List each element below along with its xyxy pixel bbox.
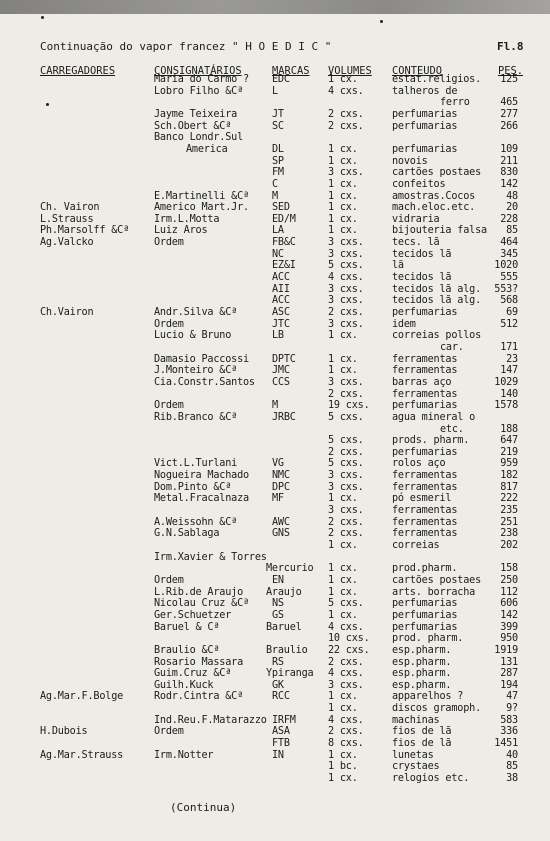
footer-continua: (Continua) (170, 801, 237, 814)
cell-cons: Rib.Branco &Cª (154, 411, 238, 423)
cell-vol: 1 cx. (328, 493, 358, 505)
cell-marca: ED/M (272, 213, 296, 225)
cell-peso: 1578 (494, 400, 518, 412)
cell-peso: 238 (500, 528, 518, 540)
cell-cont: ferramentas (392, 365, 458, 377)
cell-peso: 1020 (494, 260, 518, 272)
cell-cons: G.N.Sablaga (154, 528, 220, 540)
cell-cons: Rosario Massara (154, 656, 244, 668)
cell-cont: ferramentas (392, 353, 458, 365)
cell-cont: ferramentas (392, 481, 458, 493)
cell-vol: 4 cxs. (328, 714, 364, 726)
cell-vol: 1 cx. (328, 225, 358, 237)
cell-peso: 158 (500, 563, 518, 575)
cell-marca: Braulio (266, 644, 308, 656)
cell-vol: 4 cxs. (328, 85, 364, 97)
cell-vol: 8 cxs. (328, 738, 364, 750)
cell-cont: perfumarias (392, 609, 458, 621)
cell-vol: 2 cxs. (328, 656, 364, 668)
cell-marca: GK (272, 679, 284, 691)
cell-vol: 3 cxs. (328, 237, 364, 249)
cell-cont: novois (392, 155, 428, 167)
cell-carr: L.Strauss (40, 213, 94, 225)
ink-spot (380, 20, 383, 23)
cell-vol: 2 cxs. (328, 388, 364, 400)
cell-carr: Ch. Vairon (40, 202, 100, 214)
cell-peso: 555 (500, 272, 518, 284)
cell-carr: Ag.Valcko (40, 237, 94, 249)
cell-cons: Ordem (154, 318, 184, 330)
cell-marca: SC (272, 120, 284, 132)
cell-cont: idem (392, 318, 416, 330)
cell-cons: Banco Londr.Sul (154, 132, 244, 144)
cell-peso: 69 (506, 307, 518, 318)
cell-cont: ferro (440, 97, 470, 109)
ink-spot (46, 103, 49, 106)
cell-marca: JT (272, 108, 284, 120)
cell-vol: 3 cxs. (328, 505, 364, 517)
cell-marca: LA (272, 225, 284, 237)
cell-marca: FTB (272, 738, 290, 750)
cell-cont: perfumarias (392, 446, 458, 458)
cell-marca: CCS (272, 376, 290, 388)
cell-marca: AWC (272, 516, 290, 528)
cell-peso: 140 (500, 388, 518, 400)
cell-cons: Vict.L.Turlani (154, 458, 238, 470)
cell-peso: 188 (500, 423, 518, 435)
cell-marca: M (272, 400, 278, 412)
cell-cont: perfumarias (392, 307, 458, 318)
cell-cons: Baruel & Cª (154, 621, 220, 633)
cell-peso: 85 (506, 761, 518, 773)
cell-marca: L (272, 85, 278, 97)
cell-peso: 277 (500, 108, 518, 120)
cell-cont: cartões postaes (392, 574, 482, 586)
header-carregadores: CARREGADORES (40, 65, 116, 77)
cell-cont: perfumarias (392, 108, 458, 120)
header-conteudo: CONTEUDO (392, 65, 443, 77)
cell-vol: 3 cxs. (328, 376, 364, 388)
cell-marca: SED (272, 202, 290, 214)
cell-peso: 222 (500, 493, 518, 505)
cell-cont: bijouteria falsa (392, 225, 487, 237)
cell-vol: 1 cx. (328, 749, 358, 761)
cell-marca: EN (272, 574, 284, 586)
cell-cont: esp.pharm. (392, 679, 452, 691)
cell-marca: IRFM (272, 714, 296, 726)
cell-cont: talheros de (392, 85, 458, 97)
cell-cont: rolos aço (392, 458, 446, 470)
cell-peso: 1451 (494, 738, 518, 750)
cell-cont: esp.pharm. (392, 656, 452, 668)
cell-marca: C (272, 178, 278, 190)
cell-cont: discos gramoph. (392, 703, 482, 715)
cell-cons: Americo Mart.Jr. (154, 202, 249, 214)
cell-vol: 4 cxs. (328, 621, 364, 633)
cell-vol: 5 cxs. (328, 435, 364, 447)
cell-marca: M (272, 190, 278, 202)
cell-peso: 647 (500, 435, 518, 447)
cell-cons: Nicolau Cruz &Cª (154, 598, 249, 610)
cell-cons: Ind.Reu.F.Matarazzo (154, 714, 267, 726)
cell-vol: 1 cx. (328, 365, 358, 377)
cell-peso: 950 (500, 633, 518, 645)
cell-cont: ferramentas (392, 388, 458, 400)
cell-vol: 4 cxs. (328, 668, 364, 680)
cell-marca: ASC (272, 307, 290, 318)
cell-marca: NS (272, 598, 284, 610)
header-volumes: VOLUMES (328, 65, 372, 77)
cell-vol: 2 cxs. (328, 108, 364, 120)
cell-peso: 211 (500, 155, 518, 167)
cell-marca: JRBC (272, 411, 296, 423)
cell-peso: 125 (500, 74, 518, 85)
cell-cont: ferramentas (392, 505, 458, 517)
cell-peso: 202 (500, 540, 518, 551)
cell-vol: 1 cx. (328, 691, 358, 703)
document-title: Continuação do vapor francez " H O E D I C " (40, 40, 332, 53)
cell-peso: 345 (500, 248, 518, 260)
cell-vol: 2 cxs. (328, 726, 364, 738)
cell-marca: MF (272, 493, 284, 505)
cell-cont: apparelhos ? (392, 691, 464, 703)
cell-marca: NC (272, 248, 284, 260)
cell-peso: 568 (500, 295, 518, 307)
cell-peso: 85 (506, 225, 518, 237)
cell-peso: 464 (500, 237, 518, 249)
cell-peso: 399 (500, 621, 518, 633)
cell-cont: etc. (440, 423, 464, 435)
cell-marca: Baruel (266, 621, 302, 633)
cell-cont: ferramentas (392, 516, 458, 528)
cell-peso: 512 (500, 318, 518, 330)
cell-marca: DL (272, 143, 284, 155)
cell-marca: Mercurio (266, 563, 314, 575)
cell-cont: prod.pharm. (392, 563, 458, 575)
cell-peso: 182 (500, 470, 518, 482)
cell-cont: relogios etc. (392, 773, 470, 784)
cell-vol: 3 cxs. (328, 295, 364, 307)
cell-cons: Guilh.Kuck (154, 679, 214, 691)
cell-marca: AII (272, 283, 290, 295)
cell-vol: 1 cx. (328, 773, 358, 784)
cell-cons: Damasio Paccossi (154, 353, 249, 365)
cell-cons: Jayme Teixeira (154, 108, 238, 120)
cell-cont: esp.pharm. (392, 668, 452, 680)
cell-marca: EZ&I (272, 260, 296, 272)
cell-cons: Metal.Fracalnaza (154, 493, 249, 505)
cell-cont: correias pollos (392, 330, 482, 342)
cell-peso: 20 (506, 202, 518, 214)
cell-peso: 23 (506, 353, 518, 365)
cell-vol: 1 cx. (328, 563, 358, 575)
cell-vol: 2 cxs. (328, 446, 364, 458)
cell-peso: 830 (500, 167, 518, 179)
cell-cont: perfumarias (392, 621, 458, 633)
cell-vol: 22 cxs. (328, 644, 370, 656)
cell-vol: 19 cxs. (328, 400, 370, 412)
header-consignatarios: CONSIGNATÁRIOS (154, 65, 242, 77)
cell-marca: ASA (272, 726, 290, 738)
cell-cont: lunetas (392, 749, 434, 761)
cell-vol: 3 cxs. (328, 470, 364, 482)
cell-vol: 1 cx. (328, 213, 358, 225)
cell-marca: RS (272, 656, 284, 668)
cell-cont: tecs. lã (392, 237, 440, 249)
cell-cont: fios de lã (392, 726, 452, 738)
cell-cons: Lobro Filho &Cª (154, 85, 244, 97)
cell-cons: Ordem (154, 574, 184, 586)
cell-cons: Maria do Carmo ? (154, 74, 249, 85)
cell-vol: 3 cxs. (328, 248, 364, 260)
cell-cont: esp.pharm. (392, 644, 452, 656)
cell-peso: 112 (500, 586, 518, 598)
cell-vol: 4 cxs. (328, 272, 364, 284)
cell-vol: 2 cxs. (328, 120, 364, 132)
cell-peso: 9? (506, 703, 518, 715)
cell-cons: Ger.Schuetzer (154, 609, 232, 621)
cell-carr: H.Dubois (40, 726, 88, 738)
cell-vol: 3 cxs. (328, 318, 364, 330)
cell-cons: A.Weissohn &Cª (154, 516, 238, 528)
cell-vol: 1 cx. (328, 586, 358, 598)
cell-cont: prods. pharm. (392, 435, 470, 447)
cell-marca: EDC (272, 74, 290, 85)
page-label: Fl.8 (497, 40, 524, 53)
cell-marca: LB (272, 330, 284, 342)
cell-cont: fios de lã (392, 738, 452, 750)
cell-cons: Luiz Aros (154, 225, 208, 237)
cell-cons: Cia.Constr.Santos (154, 376, 255, 388)
cell-carr: Ph.Marsolff &Cª (40, 225, 130, 237)
cell-vol: 1 cx. (328, 330, 358, 342)
cell-cont: mach.eloc.etc. (392, 202, 476, 214)
cell-peso: 219 (500, 446, 518, 458)
cell-cons: Sch.Obert &Cª (154, 120, 232, 132)
cell-vol: 3 cxs. (328, 283, 364, 295)
cell-cont: amostras.Cocos (392, 190, 476, 202)
cell-vol: 1 cx. (328, 609, 358, 621)
cell-vol: 1 cx. (328, 155, 358, 167)
cell-cons: America (186, 143, 228, 155)
cell-peso: 250 (500, 574, 518, 586)
cell-vol: 3 cxs. (328, 481, 364, 493)
cell-peso: 47 (506, 691, 518, 703)
cell-cont: tecidos lã alg. (392, 295, 482, 307)
cell-marca: NMC (272, 470, 290, 482)
cell-peso: 228 (500, 213, 518, 225)
cell-vol: 5 cxs. (328, 260, 364, 272)
cell-peso: 606 (500, 598, 518, 610)
cell-marca: JMC (272, 365, 290, 377)
cell-peso: 109 (500, 143, 518, 155)
cell-cons: Dom.Pinto &Cª (154, 481, 232, 493)
cell-cons: Irm.Xavier & Torres (154, 551, 267, 563)
cell-peso: 194 (500, 679, 518, 691)
cell-vol: 5 cxs. (328, 411, 364, 423)
cell-marca: Araujo (266, 586, 302, 598)
cell-cons: E.Martinelli &Cª (154, 190, 249, 202)
cell-peso: 1919 (494, 644, 518, 656)
cell-marca: GS (272, 609, 284, 621)
cell-marca: FM (272, 167, 284, 179)
cell-carr: Ch.Vairon (40, 307, 94, 318)
cell-cons: Rodr.Cintra &Cª (154, 691, 244, 703)
cell-cont: correias (392, 540, 440, 551)
cell-vol: 2 cxs. (328, 307, 364, 318)
cell-carr: Ag.Mar.Strauss (40, 749, 124, 761)
cell-cons: Ordem (154, 237, 184, 249)
cell-cons: L.Rib.de Araujo (154, 586, 244, 598)
cell-carr: Ag.Mar.F.Bolge (40, 691, 124, 703)
cell-cons: Guim.Cruz &Cª (154, 668, 232, 680)
cell-vol: 1 bc. (328, 761, 358, 773)
cell-vol: 1 cx. (328, 202, 358, 214)
cell-peso: 251 (500, 516, 518, 528)
cell-cons: Lucio & Bruno (154, 330, 232, 342)
cell-marca: Ypiranga (266, 668, 314, 680)
cell-vol: 3 cxs. (328, 167, 364, 179)
cell-cont: ferramentas (392, 470, 458, 482)
cell-marca: IN (272, 749, 284, 761)
cell-cons: Irm.Notter (154, 749, 214, 761)
cell-cont: confeitos (392, 178, 446, 190)
cell-cont: tecidos lã (392, 248, 452, 260)
cell-cont: perfumarias (392, 400, 458, 412)
cell-peso: 48 (506, 190, 518, 202)
cell-cont: crystaes (392, 761, 440, 773)
cell-peso: 147 (500, 365, 518, 377)
cell-marca: RCC (272, 691, 290, 703)
cell-vol: 1 cx. (328, 353, 358, 365)
cell-vol: 1 cx. (328, 540, 358, 551)
cell-marca: SP (272, 155, 284, 167)
cell-cont: vidraria (392, 213, 440, 225)
cell-cont: perfumarias (392, 143, 458, 155)
cell-peso: 171 (500, 341, 518, 353)
cell-vol: 1 cx. (328, 703, 358, 715)
cell-marca: JTC (272, 318, 290, 330)
cell-cont: pó esmeril (392, 493, 452, 505)
cell-vol: 1 cx. (328, 178, 358, 190)
cell-peso: 336 (500, 726, 518, 738)
cell-peso: 287 (500, 668, 518, 680)
cell-cont: machinas (392, 714, 440, 726)
ink-spot (41, 16, 44, 19)
cell-marca: ACC (272, 295, 290, 307)
cell-peso: 142 (500, 609, 518, 621)
cell-peso: 583 (500, 714, 518, 726)
cell-peso: 266 (500, 120, 518, 132)
cell-cont: prod. pharm. (392, 633, 464, 645)
cell-vol: 1 cx. (328, 190, 358, 202)
cell-vol: 3 cxs. (328, 679, 364, 691)
cell-peso: 465 (500, 97, 518, 109)
cell-marca: GNS (272, 528, 290, 540)
cell-cont: perfumarias (392, 598, 458, 610)
cell-cons: Andr.Silva &Cª (154, 307, 238, 318)
header-marcas: MARCAS (272, 65, 310, 77)
cell-cont: tecidos lã alg. (392, 283, 482, 295)
cell-vol: 2 cxs. (328, 528, 364, 540)
cell-vol: 5 cxs. (328, 598, 364, 610)
cell-cont: car. (440, 341, 464, 353)
cell-vol: 10 cxs. (328, 633, 370, 645)
cell-vol: 1 cx. (328, 74, 358, 85)
cell-vol: 5 cxs. (328, 458, 364, 470)
cell-cont: estat.religios. (392, 74, 482, 85)
cell-peso: 38 (506, 773, 518, 784)
cell-peso: 553? (494, 283, 518, 295)
cell-peso: 131 (500, 656, 518, 668)
cell-cont: barras aço (392, 376, 452, 388)
cell-cons: Ordem (154, 726, 184, 738)
cell-vol: 2 cxs. (328, 516, 364, 528)
header-pesos: PES. (498, 65, 524, 77)
cell-cons: Ordem (154, 400, 184, 412)
cell-marca: ACC (272, 272, 290, 284)
cell-cons: Braulio &Cª (154, 644, 220, 656)
cell-marca: DPC (272, 481, 290, 493)
cell-marca: FB&C (272, 237, 296, 249)
scan-edge (0, 0, 550, 14)
cell-cons: Irm.L.Motta (154, 213, 220, 225)
cell-cont: lã (392, 260, 404, 272)
cell-cont: agua mineral o (392, 411, 476, 423)
cell-cont: arts. borracha (392, 586, 476, 598)
cell-cont: ferramentas (392, 528, 458, 540)
cell-vol: 1 cx. (328, 143, 358, 155)
cell-vol: 1 cx. (328, 574, 358, 586)
cell-cont: cartões postaes (392, 167, 482, 179)
cell-marca: VG (272, 458, 284, 470)
cell-peso: 959 (500, 458, 518, 470)
cell-peso: 817 (500, 481, 518, 493)
cell-cons: Nogueira Machado (154, 470, 249, 482)
cell-cont: tecidos lã (392, 272, 452, 284)
cell-peso: 235 (500, 505, 518, 517)
cell-marca: DPTC (272, 353, 296, 365)
cell-cons: J.Monteiro &Cª (154, 365, 238, 377)
cell-peso: 142 (500, 178, 518, 190)
cell-peso: 1029 (494, 376, 518, 388)
cell-peso: 40 (506, 749, 518, 761)
cell-cont: perfumarias (392, 120, 458, 132)
